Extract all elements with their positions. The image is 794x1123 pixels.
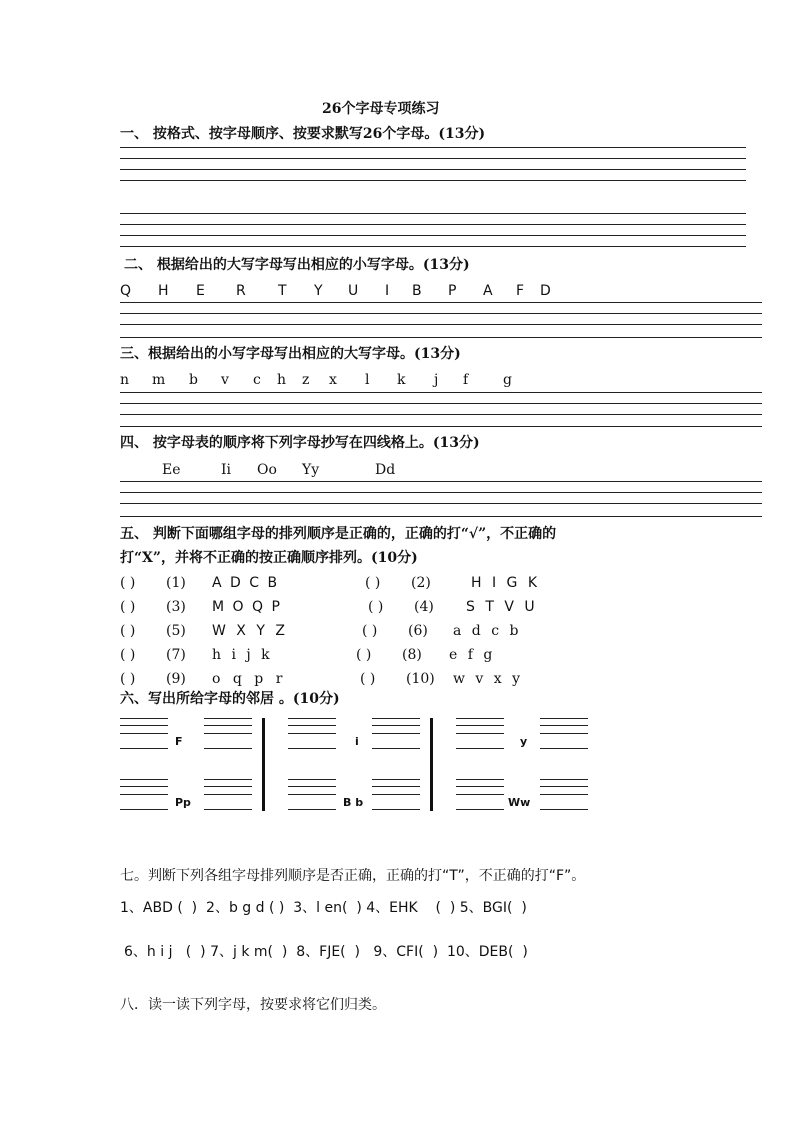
item-letters: h i j k bbox=[212, 647, 270, 663]
letter: H bbox=[158, 283, 169, 299]
letter-pair: Ii bbox=[221, 462, 232, 478]
blank-line bbox=[204, 725, 252, 726]
blank-line bbox=[372, 718, 420, 719]
letter-pair: Ee bbox=[162, 462, 181, 478]
item-number: (8) bbox=[402, 647, 422, 663]
four-line-rule bbox=[120, 324, 762, 325]
blank-line bbox=[540, 809, 588, 810]
blank-line bbox=[288, 718, 336, 719]
letter: b bbox=[189, 372, 198, 388]
letter: I bbox=[385, 283, 390, 299]
answer-paren[interactable]: ( ) bbox=[120, 623, 136, 639]
letter: D bbox=[540, 283, 551, 299]
four-line-rule bbox=[120, 503, 762, 504]
item-letters: w v x y bbox=[453, 671, 521, 687]
item-letters: W X Y Z bbox=[212, 623, 285, 639]
blank-line bbox=[288, 725, 336, 726]
blank-line bbox=[288, 733, 336, 734]
given-letter: Pp bbox=[175, 796, 191, 809]
letter: k bbox=[397, 372, 406, 388]
letter: h bbox=[277, 372, 287, 388]
item-letters: S T V U bbox=[466, 599, 535, 615]
item-number: (7) bbox=[166, 647, 186, 663]
blank-line bbox=[288, 809, 336, 810]
section-8-heading: 八．读一读下列字母，按要求将它们归类。 bbox=[120, 997, 386, 1013]
item-number: (9) bbox=[166, 671, 186, 687]
letter: Y bbox=[314, 283, 323, 299]
blank-line bbox=[120, 718, 168, 719]
section-5-heading: 五、 判断下面哪组字母的排列顺序是正确的，正确的打“√”，不正确的 bbox=[120, 526, 557, 542]
page-title: 26个字母专项练习 bbox=[322, 101, 440, 117]
four-line-rule bbox=[120, 392, 762, 393]
given-letter: B b bbox=[343, 796, 364, 809]
answer-paren[interactable]: ( ) bbox=[360, 671, 376, 687]
item-number: (6) bbox=[408, 623, 428, 639]
four-line-rule bbox=[120, 246, 746, 247]
answer-paren[interactable]: ( ) bbox=[365, 575, 381, 591]
blank-line bbox=[120, 733, 168, 734]
blank-line bbox=[120, 725, 168, 726]
blank-line bbox=[204, 794, 252, 795]
blank-line bbox=[288, 794, 336, 795]
given-letter: Ww bbox=[508, 796, 531, 809]
blank-line bbox=[372, 733, 420, 734]
blank-line bbox=[204, 809, 252, 810]
section-2-heading: 二、 根据给出的大写字母写出相应的小写字母。(13分) bbox=[124, 257, 470, 273]
given-letter: i bbox=[355, 735, 359, 748]
blank-line bbox=[204, 733, 252, 734]
four-line-rule bbox=[120, 147, 746, 148]
section-5-heading-line2: 打“X”，并将不正确的按正确顺序排列。(10分) bbox=[120, 550, 418, 566]
item-number: (2) bbox=[411, 575, 431, 591]
section-7-row-1: 1、ABD ( ) 2、b g d ( ) 3、l en( ) 4、EHK ( ) 5、BGI( ) bbox=[120, 900, 527, 916]
letter: c bbox=[253, 372, 261, 388]
blank-line bbox=[288, 779, 336, 780]
four-line-rule bbox=[120, 169, 746, 170]
blank-line bbox=[120, 779, 168, 780]
item-letters: a d c b bbox=[453, 623, 519, 639]
letter: x bbox=[329, 372, 337, 388]
item-letters: A D C B bbox=[212, 575, 278, 591]
letter: z bbox=[302, 372, 310, 388]
item-letters: e f g bbox=[449, 647, 493, 663]
blank-line bbox=[288, 786, 336, 787]
blank-line bbox=[456, 725, 504, 726]
four-line-rule bbox=[120, 158, 746, 159]
letter: T bbox=[278, 283, 287, 299]
letter: Q bbox=[120, 283, 132, 299]
section-3-heading: 三、根据给出的小写字母写出相应的大写字母。(13分) bbox=[120, 346, 461, 362]
blank-line bbox=[204, 779, 252, 780]
item-number: (5) bbox=[166, 623, 186, 639]
four-line-rule bbox=[120, 213, 746, 214]
four-line-rule bbox=[120, 302, 762, 303]
letter-pair: Oo bbox=[257, 462, 277, 478]
letter: A bbox=[483, 283, 493, 299]
blank-line bbox=[540, 725, 588, 726]
blank-line bbox=[456, 779, 504, 780]
letter: n bbox=[120, 372, 130, 388]
four-line-rule bbox=[120, 481, 762, 482]
four-line-rule bbox=[120, 492, 762, 493]
blank-line bbox=[456, 748, 504, 749]
blank-line bbox=[372, 779, 420, 780]
blank-line bbox=[540, 779, 588, 780]
item-number: (3) bbox=[166, 599, 186, 615]
blank-line bbox=[456, 718, 504, 719]
letter: B bbox=[412, 283, 422, 299]
four-line-rule bbox=[120, 235, 746, 236]
letter: g bbox=[503, 372, 512, 388]
four-line-rule bbox=[120, 403, 762, 404]
group-divider bbox=[262, 718, 265, 811]
blank-line bbox=[204, 718, 252, 719]
letter: v bbox=[221, 372, 229, 388]
section-7-heading: 七。判断下列各组字母排列顺序是否正确，正确的打“T”，不正确的打“F”。 bbox=[120, 868, 586, 884]
letter: l bbox=[365, 372, 370, 388]
letter: m bbox=[152, 372, 166, 388]
four-line-rule bbox=[120, 426, 762, 427]
blank-line bbox=[204, 748, 252, 749]
blank-line bbox=[204, 786, 252, 787]
letter-pair: Yy bbox=[302, 462, 320, 478]
four-line-rule bbox=[120, 516, 762, 517]
four-line-rule bbox=[120, 337, 762, 338]
blank-line bbox=[456, 733, 504, 734]
section-1-heading: 一、 按格式、按字母顺序、按要求默写26个字母。(13分) bbox=[120, 126, 486, 142]
blank-line bbox=[456, 794, 504, 795]
item-number: (4) bbox=[414, 599, 434, 615]
letter: P bbox=[448, 283, 457, 299]
blank-line bbox=[456, 809, 504, 810]
group-divider bbox=[430, 718, 433, 811]
blank-line bbox=[120, 809, 168, 810]
item-letters: o q p r bbox=[212, 671, 283, 687]
item-letters: H I G K bbox=[471, 575, 538, 591]
item-number: (1) bbox=[166, 575, 186, 591]
four-line-rule bbox=[120, 313, 762, 314]
blank-line bbox=[372, 786, 420, 787]
section-6-heading: 六、写出所给字母的邻居 。(10分) bbox=[120, 691, 340, 707]
answer-paren[interactable]: ( ) bbox=[356, 647, 372, 663]
letter: F bbox=[516, 283, 525, 299]
blank-line bbox=[540, 786, 588, 787]
letter-pair: Dd bbox=[375, 462, 396, 478]
blank-line bbox=[288, 748, 336, 749]
answer-paren[interactable]: ( ) bbox=[362, 623, 378, 639]
answer-paren[interactable]: ( ) bbox=[368, 599, 384, 615]
given-letter: F bbox=[175, 735, 183, 748]
four-line-rule bbox=[120, 180, 746, 181]
section-4-heading: 四、 按字母表的顺序将下列字母抄写在四线格上。(13分) bbox=[120, 435, 480, 451]
blank-line bbox=[540, 718, 588, 719]
letter: E bbox=[196, 283, 205, 299]
section-7-row-2: 6、h i j ( ) 7、j k m( ) 8、FJE( ) 9、CFI( ) 10、DEB( ) bbox=[124, 944, 528, 960]
answer-paren[interactable]: ( ) bbox=[120, 575, 136, 591]
letter: U bbox=[348, 283, 359, 299]
blank-line bbox=[120, 786, 168, 787]
four-line-rule bbox=[120, 414, 762, 415]
answer-paren[interactable]: ( ) bbox=[120, 599, 136, 615]
blank-line bbox=[372, 794, 420, 795]
letter: j bbox=[434, 372, 439, 388]
blank-line bbox=[120, 794, 168, 795]
blank-line bbox=[540, 794, 588, 795]
blank-line bbox=[372, 809, 420, 810]
blank-line bbox=[540, 748, 588, 749]
letter: R bbox=[236, 283, 246, 299]
given-letter: y bbox=[520, 735, 528, 748]
item-letters: M O Q P bbox=[212, 599, 280, 615]
blank-line bbox=[456, 786, 504, 787]
item-number: (10) bbox=[406, 671, 435, 687]
blank-line bbox=[120, 748, 168, 749]
blank-line bbox=[540, 733, 588, 734]
answer-paren[interactable]: ( ) bbox=[120, 647, 136, 663]
blank-line bbox=[372, 725, 420, 726]
letter: f bbox=[463, 372, 469, 388]
answer-paren[interactable]: ( ) bbox=[120, 671, 136, 687]
blank-line bbox=[372, 748, 420, 749]
four-line-rule bbox=[120, 224, 746, 225]
